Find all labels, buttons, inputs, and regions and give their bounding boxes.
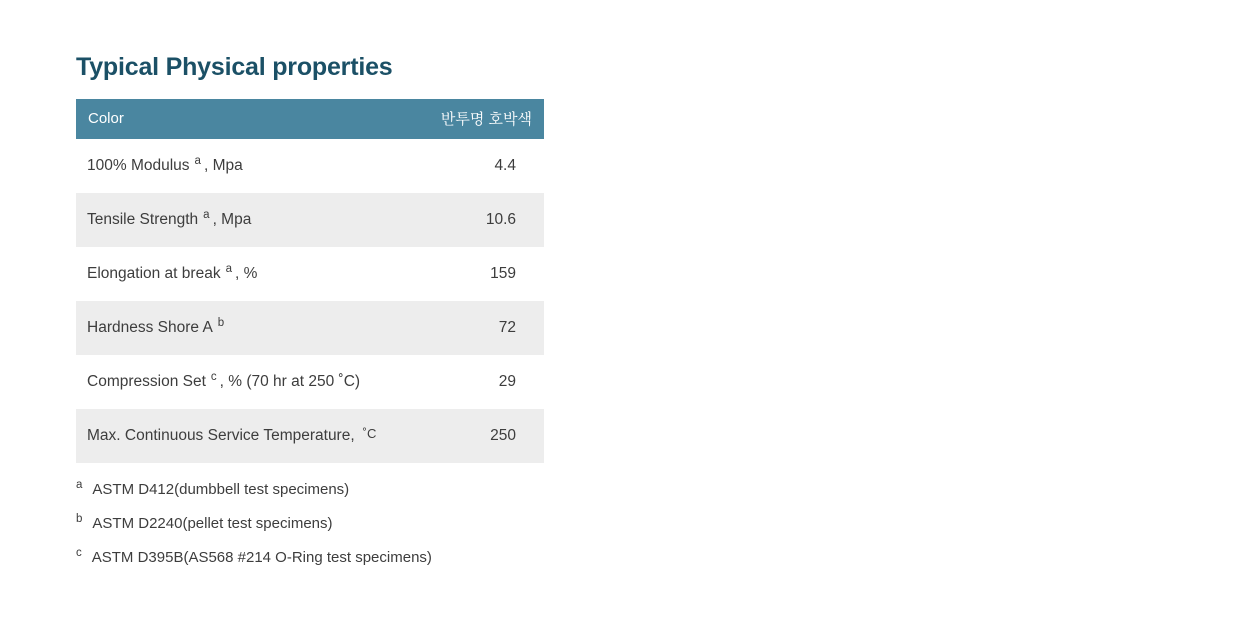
row-value: 10.6: [388, 193, 544, 247]
row-label: [76, 139, 388, 193]
table-header-row: [76, 99, 544, 139]
row-value: 159: [388, 247, 544, 301]
row-label-text: Hardness Shore A: [87, 319, 213, 337]
row-footnote-mark: a: [194, 155, 201, 168]
row-footnote-mark: c: [210, 371, 217, 384]
footnote-item: [76, 547, 696, 567]
row-value: 250: [388, 409, 544, 463]
row-value: 72: [388, 301, 544, 355]
row-footnote-mark: [355, 425, 363, 437]
row-label-suffix: ˚C: [362, 426, 377, 442]
table-row: [76, 355, 544, 409]
table-row: [76, 301, 544, 355]
table-row: [76, 193, 544, 247]
row-value: 29: [388, 355, 544, 409]
physical-properties-table: [76, 99, 544, 463]
row-label-suffix: , Mpa: [203, 157, 243, 175]
table-body: [76, 139, 544, 463]
row-label-suffix: , Mpa: [212, 211, 252, 229]
row-label: [76, 193, 388, 247]
row-footnote-mark: a: [203, 209, 210, 222]
footnote-mark: a: [76, 478, 83, 491]
footnote-item: [76, 513, 696, 533]
row-label: [76, 247, 388, 301]
row-label: [76, 409, 388, 463]
row-label-suffix: , % (70 hr at 250 ˚C): [219, 373, 361, 391]
table-header: [76, 99, 544, 139]
row-value: 4.4: [388, 139, 544, 193]
row-label-text: Tensile Strength: [87, 211, 199, 229]
row-footnote-mark: b: [217, 317, 225, 330]
row-label-text: 100% Modulus: [87, 157, 190, 175]
row-label-text: Compression Set: [87, 373, 206, 391]
table-row: [76, 247, 544, 301]
footnote-mark: b: [76, 512, 83, 525]
column-header-value: 반투명 호박색: [388, 99, 544, 139]
content-block: [76, 54, 696, 581]
footnote-text: ASTM D412(dumbbell test specimens): [92, 480, 350, 498]
row-label-text: Max. Continuous Service Temperature,: [87, 427, 355, 445]
page-title: Typical Physical properties: [76, 53, 393, 81]
footnote-mark: c: [76, 546, 82, 559]
column-header-color: Color: [76, 99, 388, 139]
footnotes: [76, 479, 696, 567]
row-label: [76, 355, 388, 409]
table-row: [76, 139, 544, 193]
footnote-item: [76, 479, 696, 499]
footnote-text: ASTM D395B(AS568 #214 O-Ring test specimens): [91, 548, 432, 566]
footnote-text: ASTM D2240(pellet test specimens): [92, 514, 333, 532]
row-label-text: Elongation at break: [87, 265, 221, 283]
row-label-suffix: , %: [234, 265, 258, 283]
table-row: [76, 409, 544, 463]
row-label: [76, 301, 388, 355]
row-footnote-mark: a: [225, 263, 232, 276]
